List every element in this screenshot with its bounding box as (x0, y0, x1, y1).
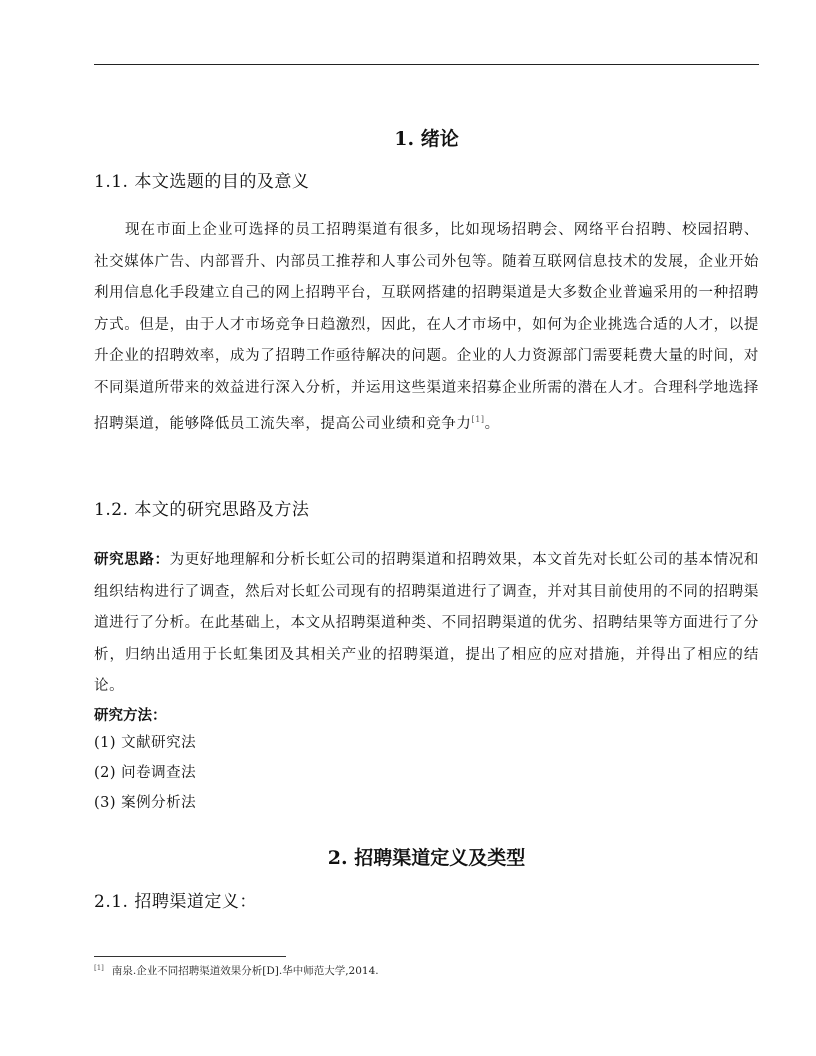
chapter-1-title: 1. 绪论 (394, 128, 459, 150)
method-item-1: (1) 文献研究法 (94, 735, 197, 751)
research-thinking-paragraph (94, 545, 759, 703)
method-item-3: (3) 案例分析法 (94, 795, 197, 811)
paragraph-text: 现在市面上企业可选择的员工招聘渠道有很多，比如现场招聘会、网络平台招聘、校园招聘、社交媒体广告、内部晋升、内部员工推荐和人事公司外包等。随着互联网信息技术的发展，企业开始利用信息化手段建立自己的网上招聘平台，互联网搭建的招聘渠道是大多数企业普遍采用的一种招聘方式。但是，由于人才市场竞争日趋激烈，因此，在人才市场中，如何为企业挑选合适的人才，以提升企业的招聘效率，成为了招聘工作亟待解决的问题。企业的人力资源部门需要耗费大量的时间，对不同渠道所带来的效益进行深入分析，并运用这些渠道来招募企业所需的潜在人才。合理科学地选择招聘渠道，能够降低员工流失率，提高公司业绩和竞争力 (94, 222, 759, 432)
citation-mark[interactable]: [1] (471, 415, 485, 424)
research-methods-label: 研究方法： (94, 708, 167, 724)
footnote-mark: [1] (94, 963, 104, 972)
method-item-2: (2) 问卷调查法 (94, 765, 197, 781)
section-1-2-title: 1.2. 本文的研究思路及方法 (94, 500, 310, 520)
chapter-2-title: 2. 招聘渠道定义及类型 (327, 847, 526, 869)
paragraph-end: 。 (484, 415, 500, 432)
research-thinking-label: 研究思路： (94, 552, 170, 568)
footnote-rule (94, 956, 286, 957)
footnote (94, 963, 379, 978)
research-thinking-text: 为更好地理解和分析长虹公司的招聘渠道和招聘效果，本文首先对长虹公司的基本情况和组织结构进行了调查，然后对长虹公司现有的招聘渠道进行了调查，并对其目前使用的不同的招聘渠道进行了分析。在此基础上，本文从招聘渠道种类、不同招聘渠道的优劣、招聘结果等方面进行了分析，归纳出适用于长虹集团及其相关产业的招聘渠道，提出了相应的应对措施，并得出了相应的结论。 (94, 552, 759, 694)
section-1-1-paragraph (94, 215, 759, 440)
section-1-1-title: 1.1. 本文选题的目的及意义 (94, 172, 310, 192)
footnote-text: 南泉.企业不同招聘渠道效果分析[D].华中师范大学,2014. (111, 965, 379, 977)
header-rule (94, 64, 759, 65)
section-2-1-title: 2.1. 招聘渠道定义： (94, 892, 257, 912)
